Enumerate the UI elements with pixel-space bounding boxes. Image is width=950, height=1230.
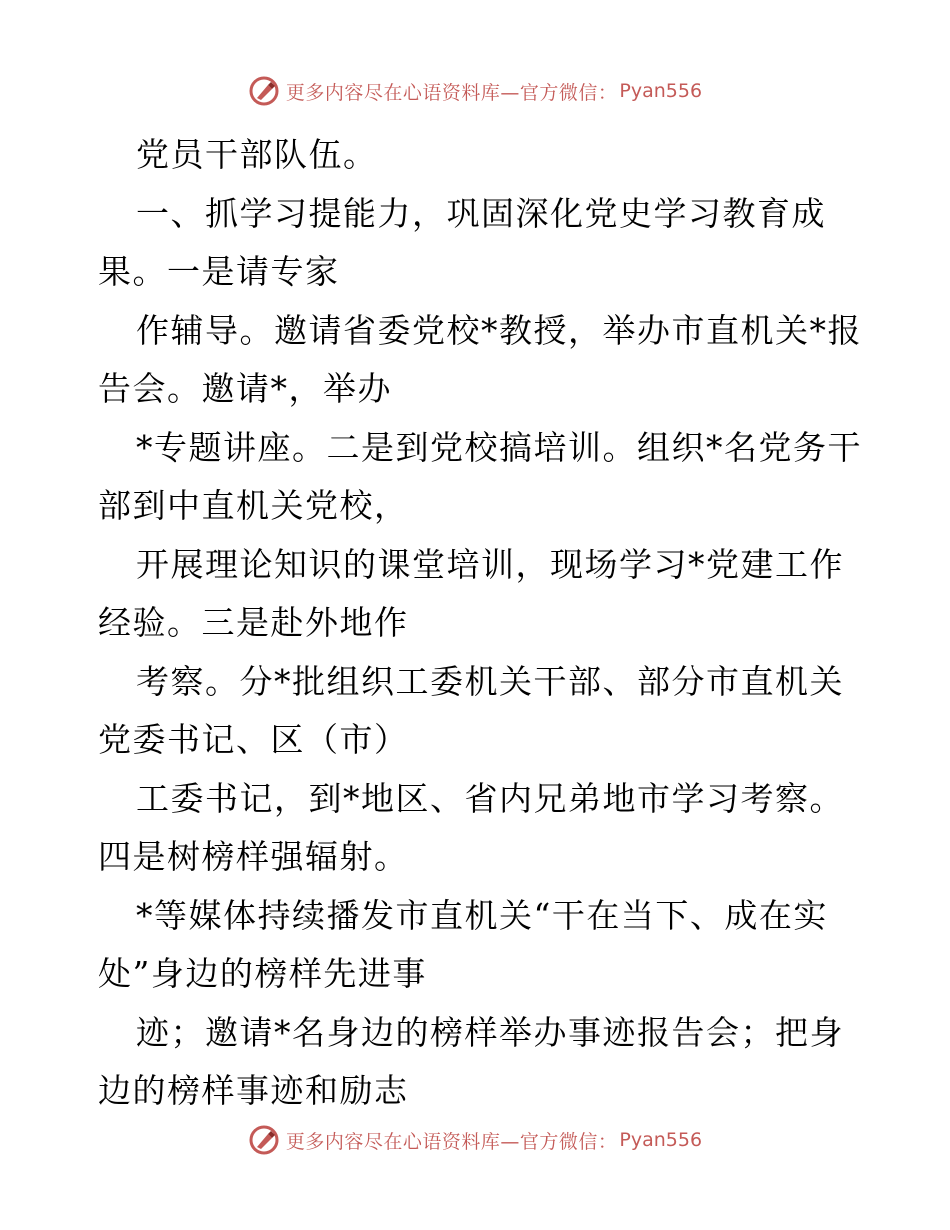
- text-line: 工委书记，到*地区、省内兄弟地市学习考察。: [136, 778, 844, 818]
- header-watermark: [0, 71, 950, 111]
- text-line: 四是树榜样强辐射。: [98, 837, 409, 876]
- text-line: 处”身边的榜样先进事: [98, 954, 427, 993]
- watermark-text: 更多内容尽在心语资料库—官方微信：: [285, 1130, 618, 1153]
- footer-watermark: [0, 1120, 950, 1160]
- watermark-wechat-id: Pyan556: [619, 1129, 703, 1151]
- text-line: 开展理论知识的课堂培训，现场学习*党建工作: [136, 544, 844, 584]
- text-line: 告会。邀请*，举办: [98, 369, 392, 408]
- document-body: [98, 126, 862, 1121]
- watermark-text: 更多内容尽在心语资料库—官方微信：: [285, 81, 618, 104]
- pen-nib-logo-icon: [248, 75, 280, 107]
- text-line: *专题讲座。二是到党校搞培训。组织*名党务干: [136, 427, 862, 467]
- watermark-wechat-id: Pyan556: [619, 80, 703, 102]
- text-line: 部到中直机关党校，: [98, 486, 409, 525]
- pen-nib-logo-icon: [248, 1124, 280, 1156]
- text-line: 边的榜样事迹和励志: [98, 1071, 409, 1110]
- text-line: 一、抓学习提能力，巩固深化党史学习教育成: [136, 193, 826, 233]
- text-line: 党委书记、区（市）: [98, 720, 409, 759]
- text-line: 迹；邀请*名身边的榜样举办事迹报告会；把身: [136, 1012, 844, 1052]
- text-line: 果。一是请专家: [98, 252, 340, 291]
- text-line: 党员干部队伍。: [136, 135, 378, 174]
- text-line: *等媒体持续播发市直机关“干在当下、成在实: [136, 895, 828, 935]
- text-line: 考察。分*批组织工委机关干部、部分市直机关: [136, 661, 844, 701]
- text-line: 作辅导。邀请省委党校*教授，举办市直机关*报: [136, 310, 862, 350]
- text-line: 经验。三是赴外地作: [98, 603, 409, 642]
